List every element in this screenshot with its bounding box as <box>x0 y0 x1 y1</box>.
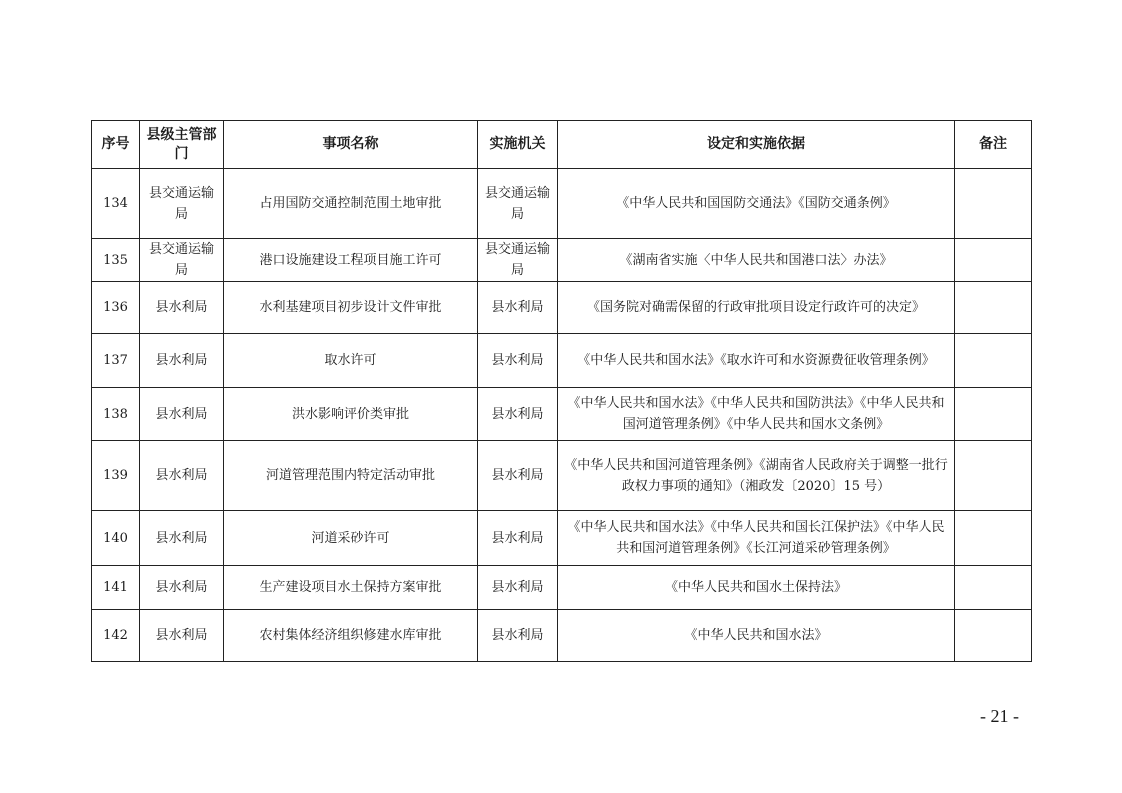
cell-remarks <box>955 169 1032 239</box>
cell-department: 县水利局 <box>140 388 224 441</box>
cell-agency: 县水利局 <box>478 334 558 388</box>
header-index: 序号 <box>92 121 140 169</box>
cell-basis: 《中华人民共和国国防交通法》《国防交通条例》 <box>558 169 955 239</box>
cell-index: 140 <box>92 511 140 566</box>
table-row <box>92 239 1032 282</box>
header-agency: 实施机关 <box>478 121 558 169</box>
cell-item-name: 农村集体经济组织修建水库审批 <box>224 610 478 662</box>
header-remarks: 备注 <box>955 121 1032 169</box>
cell-department: 县水利局 <box>140 282 224 334</box>
cell-remarks <box>955 610 1032 662</box>
header-department: 县级主管部门 <box>140 121 224 169</box>
cell-remarks <box>955 239 1032 282</box>
cell-agency: 县水利局 <box>478 610 558 662</box>
table-row <box>92 282 1032 334</box>
cell-basis: 《国务院对确需保留的行政审批项目设定行政许可的决定》 <box>558 282 955 334</box>
table-row <box>92 169 1032 239</box>
cell-department: 县交通运输局 <box>140 169 224 239</box>
cell-item-name: 河道管理范围内特定活动审批 <box>224 441 478 511</box>
cell-agency: 县水利局 <box>478 566 558 610</box>
cell-index: 135 <box>92 239 140 282</box>
table-header-row <box>92 121 1032 169</box>
cell-basis: 《中华人民共和国河道管理条例》《湖南省人民政府关于调整一批行政权力事项的通知》（湘政发〔2020〕15 号） <box>558 441 955 511</box>
cell-agency: 县交通运输局 <box>478 239 558 282</box>
cell-index: 141 <box>92 566 140 610</box>
cell-remarks <box>955 441 1032 511</box>
cell-basis: 《中华人民共和国水土保持法》 <box>558 566 955 610</box>
cell-basis: 《中华人民共和国水法》《取水许可和水资源费征收管理条例》 <box>558 334 955 388</box>
cell-department: 县水利局 <box>140 610 224 662</box>
cell-index: 139 <box>92 441 140 511</box>
cell-basis: 《中华人民共和国水法》《中华人民共和国防洪法》《中华人民共和国河道管理条例》《中华人民共和国水文条例》 <box>558 388 955 441</box>
cell-department: 县水利局 <box>140 566 224 610</box>
cell-remarks <box>955 566 1032 610</box>
cell-department: 县水利局 <box>140 511 224 566</box>
cell-item-name: 洪水影响评价类审批 <box>224 388 478 441</box>
header-basis: 设定和实施依据 <box>558 121 955 169</box>
cell-basis: 《湖南省实施〈中华人民共和国港口法〉办法》 <box>558 239 955 282</box>
table-row <box>92 511 1032 566</box>
cell-index: 134 <box>92 169 140 239</box>
cell-basis: 《中华人民共和国水法》 <box>558 610 955 662</box>
header-item-name: 事项名称 <box>224 121 478 169</box>
cell-agency: 县水利局 <box>478 282 558 334</box>
cell-department: 县水利局 <box>140 441 224 511</box>
table-row <box>92 388 1032 441</box>
cell-index: 138 <box>92 388 140 441</box>
table-row <box>92 566 1032 610</box>
table-row <box>92 334 1032 388</box>
cell-item-name: 水利基建项目初步设计文件审批 <box>224 282 478 334</box>
cell-basis: 《中华人民共和国水法》《中华人民共和国长江保护法》《中华人民共和国河道管理条例》《长江河道采砂管理条例》 <box>558 511 955 566</box>
cell-remarks <box>955 282 1032 334</box>
cell-remarks <box>955 334 1032 388</box>
cell-remarks <box>955 511 1032 566</box>
table-row <box>92 610 1032 662</box>
cell-department: 县水利局 <box>140 334 224 388</box>
cell-index: 137 <box>92 334 140 388</box>
cell-index: 142 <box>92 610 140 662</box>
administrative-items-table <box>91 120 1032 662</box>
cell-agency: 县水利局 <box>478 388 558 441</box>
cell-index: 136 <box>92 282 140 334</box>
cell-item-name: 占用国防交通控制范围土地审批 <box>224 169 478 239</box>
page-number: - 21 - <box>980 706 1019 726</box>
cell-item-name: 生产建设项目水土保持方案审批 <box>224 566 478 610</box>
cell-agency: 县水利局 <box>478 511 558 566</box>
cell-agency: 县水利局 <box>478 441 558 511</box>
cell-remarks <box>955 388 1032 441</box>
cell-agency: 县交通运输局 <box>478 169 558 239</box>
cell-item-name: 河道采砂许可 <box>224 511 478 566</box>
table-row <box>92 441 1032 511</box>
cell-item-name: 取水许可 <box>224 334 478 388</box>
cell-item-name: 港口设施建设工程项目施工许可 <box>224 239 478 282</box>
cell-department: 县交通运输局 <box>140 239 224 282</box>
